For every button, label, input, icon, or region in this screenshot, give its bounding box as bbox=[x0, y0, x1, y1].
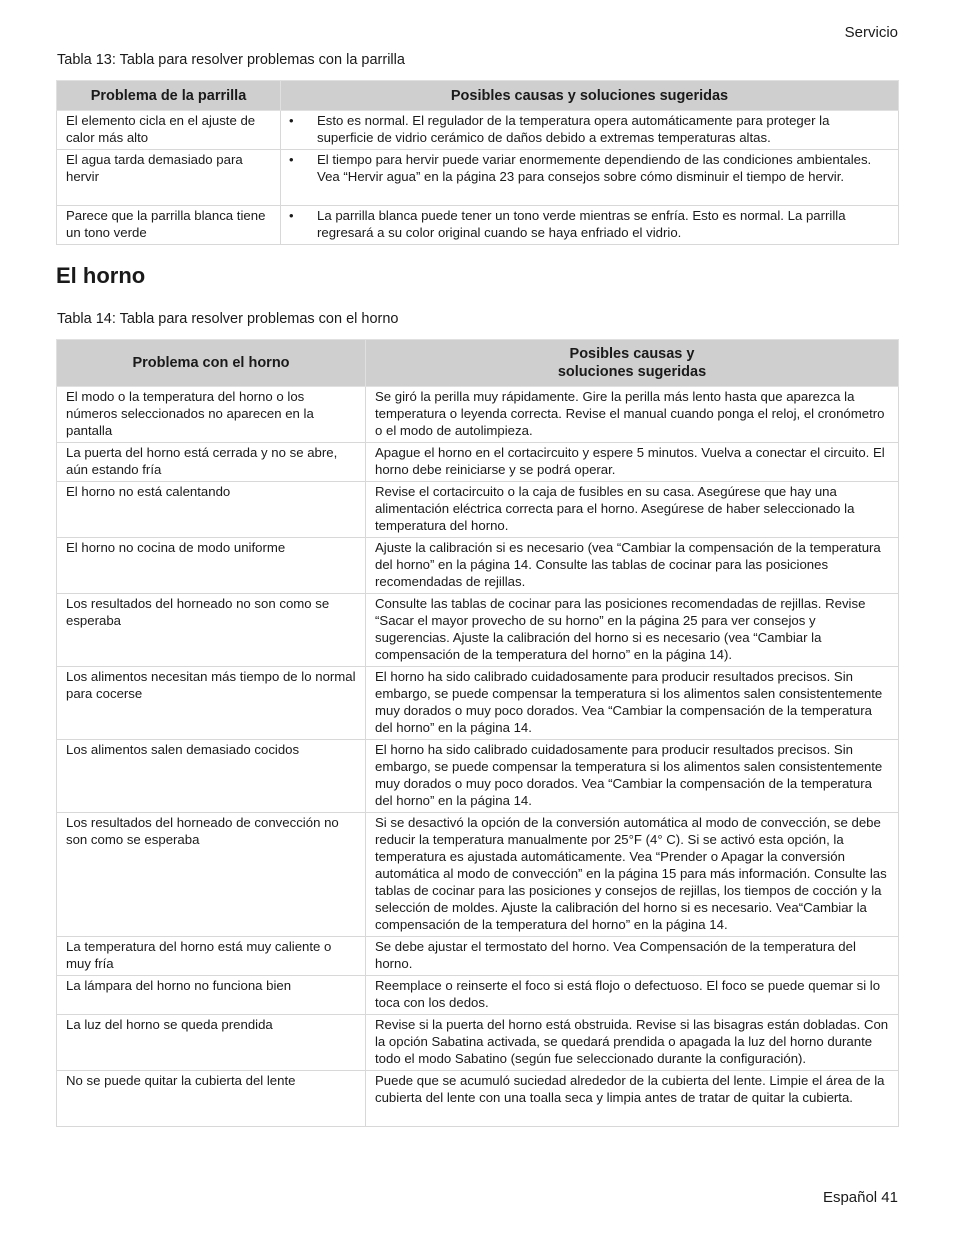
cooktop-troubleshooting-table bbox=[56, 80, 899, 245]
solution-cell: Se debe ajustar el termostato del horno. Vea Compensación de la temperatura del horno. bbox=[366, 937, 899, 976]
solution-cell: • El tiempo para hervir puede variar enormemente dependiendo de las condiciones ambientales. Vea “Hervir agua” en la página 23 para consejos sobre cómo disminuir el tiempo de hervir. bbox=[281, 150, 899, 206]
problem-cell: Parece que la parrilla blanca tiene un tono verde bbox=[57, 206, 281, 245]
problem-cell: El horno no está calentando bbox=[57, 482, 366, 538]
problem-cell: La temperatura del horno está muy caliente o muy fría bbox=[57, 937, 366, 976]
table-row bbox=[57, 813, 899, 937]
problem-cell: Los alimentos necesitan más tiempo de lo normal para cocerse bbox=[57, 667, 366, 740]
problem-cell: Los alimentos salen demasiado cocidos bbox=[57, 740, 366, 813]
solution-cell: Puede que se acumuló suciedad alrededor de la cubierta del lente. Limpie el área de la cubierta del lente con una toalla seca y limpia antes de tratar de quitar la cubierta. bbox=[366, 1071, 899, 1127]
table-header-row bbox=[57, 81, 899, 111]
table-row bbox=[57, 1071, 899, 1127]
table-row bbox=[57, 937, 899, 976]
table14-caption: Tabla 14: Tabla para resolver problemas con el horno bbox=[57, 311, 399, 327]
column-header-solutions-line2: soluciones sugeridas bbox=[557, 364, 707, 380]
table-row bbox=[57, 150, 899, 206]
running-header: Servicio bbox=[844, 24, 898, 41]
table-row bbox=[57, 594, 899, 667]
problem-cell: El agua tarda demasiado para hervir bbox=[57, 150, 281, 206]
solution-cell: Reemplace o reinserte el foco si está flojo o defectuoso. El foco se puede quemar si lo toca con los dedos. bbox=[366, 976, 899, 1015]
table-header-row bbox=[57, 340, 899, 387]
table-row bbox=[57, 976, 899, 1015]
problem-cell: El horno no cocina de modo uniforme bbox=[57, 538, 366, 594]
column-header-solutions: Posibles causas y soluciones sugeridas bbox=[281, 81, 899, 111]
solution-cell: El horno ha sido calibrado cuidadosamente para producir resultados precisos. Sin embargo, se puede compensar la temperatura si los alimentos salen consistentemente muy dorados o muy poco dorados. Vea “Cambiar la compensación de la temperatura del horno” en la página 14. bbox=[366, 667, 899, 740]
solution-cell: • Esto es normal. El regulador de la temperatura opera automáticamente para proteger la superficie de vidrio cerámico de daños debido a extremas temperaturas altas. bbox=[281, 111, 899, 150]
table-row bbox=[57, 740, 899, 813]
column-header-solutions-line1: Posibles causas y bbox=[569, 346, 695, 362]
solution-cell: Apague el horno en el cortacircuito y espere 5 minutos. Vuelva a conectar el circuito. El horno debe reiniciarse y se podrá operar. bbox=[366, 443, 899, 482]
solution-cell: Revise si la puerta del horno está obstruida. Revise si las bisagras están dobladas. Con la opción Sabatina activada, se quedará prendida o apagada la luz del horno durante todo el modo Sabatino (según fue seleccionado durante la configuración). bbox=[366, 1015, 899, 1071]
table-row bbox=[57, 206, 899, 245]
problem-cell: Los resultados del horneado no son como se esperaba bbox=[57, 594, 366, 667]
solution-cell: Si se desactivó la opción de la conversión automática al modo de convección, se debe reducir la temperatura manualmente por 25°F (4° C). Si se activó esta opción, la temperatura es ajustada automáticamente. Vea “Prender o Apagar la conversión automática al modo de convección” en la página 15 para más información. Consulte las tablas de cocinar para las posiciones y consejos de rejillas, los tiempos de cocción y la selección de moldes. Ajuste la calibración del horno si es necesario. Vea“Cambiar la compensación de la temperatura del horno” en la página 14. bbox=[366, 813, 899, 937]
problem-cell: El elemento cicla en el ajuste de calor más alto bbox=[57, 111, 281, 150]
table-row bbox=[57, 482, 899, 538]
problem-cell: La puerta del horno está cerrada y no se abre, aún estando fría bbox=[57, 443, 366, 482]
section-title: El horno bbox=[56, 263, 146, 288]
solution-cell: • La parrilla blanca puede tener un tono verde mientras se enfría. Esto es normal. La parrilla regresará a su color original cuando se haya enfriado el vidrio. bbox=[281, 206, 899, 245]
solution-cell: Consulte las tablas de cocinar para las posiciones recomendadas de rejillas. Revise “Sacar el mayor provecho de su horno” en la página 25 para ver consejos y sugerencias. Ajuste la calibración del horno si es necesario (vea “Cambiar la compensación de la temperatura del horno” en la página 14). bbox=[366, 594, 899, 667]
table-row bbox=[57, 538, 899, 594]
oven-troubleshooting-table bbox=[56, 339, 899, 1127]
solution-cell: Revise el cortacircuito o la caja de fusibles en su casa. Asegúrese que hay una alimentación eléctrica correcta para el horno. Asegúrese de haber seleccionado la temperatura del horno. bbox=[366, 482, 899, 538]
problem-cell: La luz del horno se queda prendida bbox=[57, 1015, 366, 1071]
table-row bbox=[57, 443, 899, 482]
problem-cell: El modo o la temperatura del horno o los números seleccionados no aparecen en la pantalla bbox=[57, 387, 366, 443]
solution-cell: Ajuste la calibración si es necesario (vea “Cambiar la compensación de la temperatura del horno” en la página 14. Consulte las tablas de cocinar para las posiciones recomendadas de rejillas. bbox=[366, 538, 899, 594]
page-number: Español 41 bbox=[822, 1189, 898, 1206]
column-header-solutions bbox=[366, 340, 899, 387]
problem-cell: Los resultados del horneado de convección no son como se esperaba bbox=[57, 813, 366, 937]
column-header-problem: Problema con el horno bbox=[57, 340, 366, 387]
problem-cell: La lámpara del horno no funciona bien bbox=[57, 976, 366, 1015]
problem-cell: No se puede quitar la cubierta del lente bbox=[57, 1071, 366, 1127]
table-row bbox=[57, 667, 899, 740]
column-header-problem: Problema de la parrilla bbox=[57, 81, 281, 111]
solution-cell: El horno ha sido calibrado cuidadosamente para producir resultados precisos. Sin embargo, se puede compensar la temperatura si los alimentos salen consistentemente muy dorados o muy poco dorados. Vea “Cambiar la compensación de la temperatura del horno” en la página 14. bbox=[366, 740, 899, 813]
solution-cell: Se giró la perilla muy rápidamente. Gire la perilla más lento hasta que aparezca la temperatura o leyenda correcta. Revise el manual cuando ponga el reloj, el cronómetro o el modo de autolimpieza. bbox=[366, 387, 899, 443]
table13-caption: Tabla 13: Tabla para resolver problemas con la parrilla bbox=[57, 52, 405, 68]
table-row bbox=[57, 1015, 899, 1071]
table-row bbox=[57, 387, 899, 443]
table-row bbox=[57, 111, 899, 150]
